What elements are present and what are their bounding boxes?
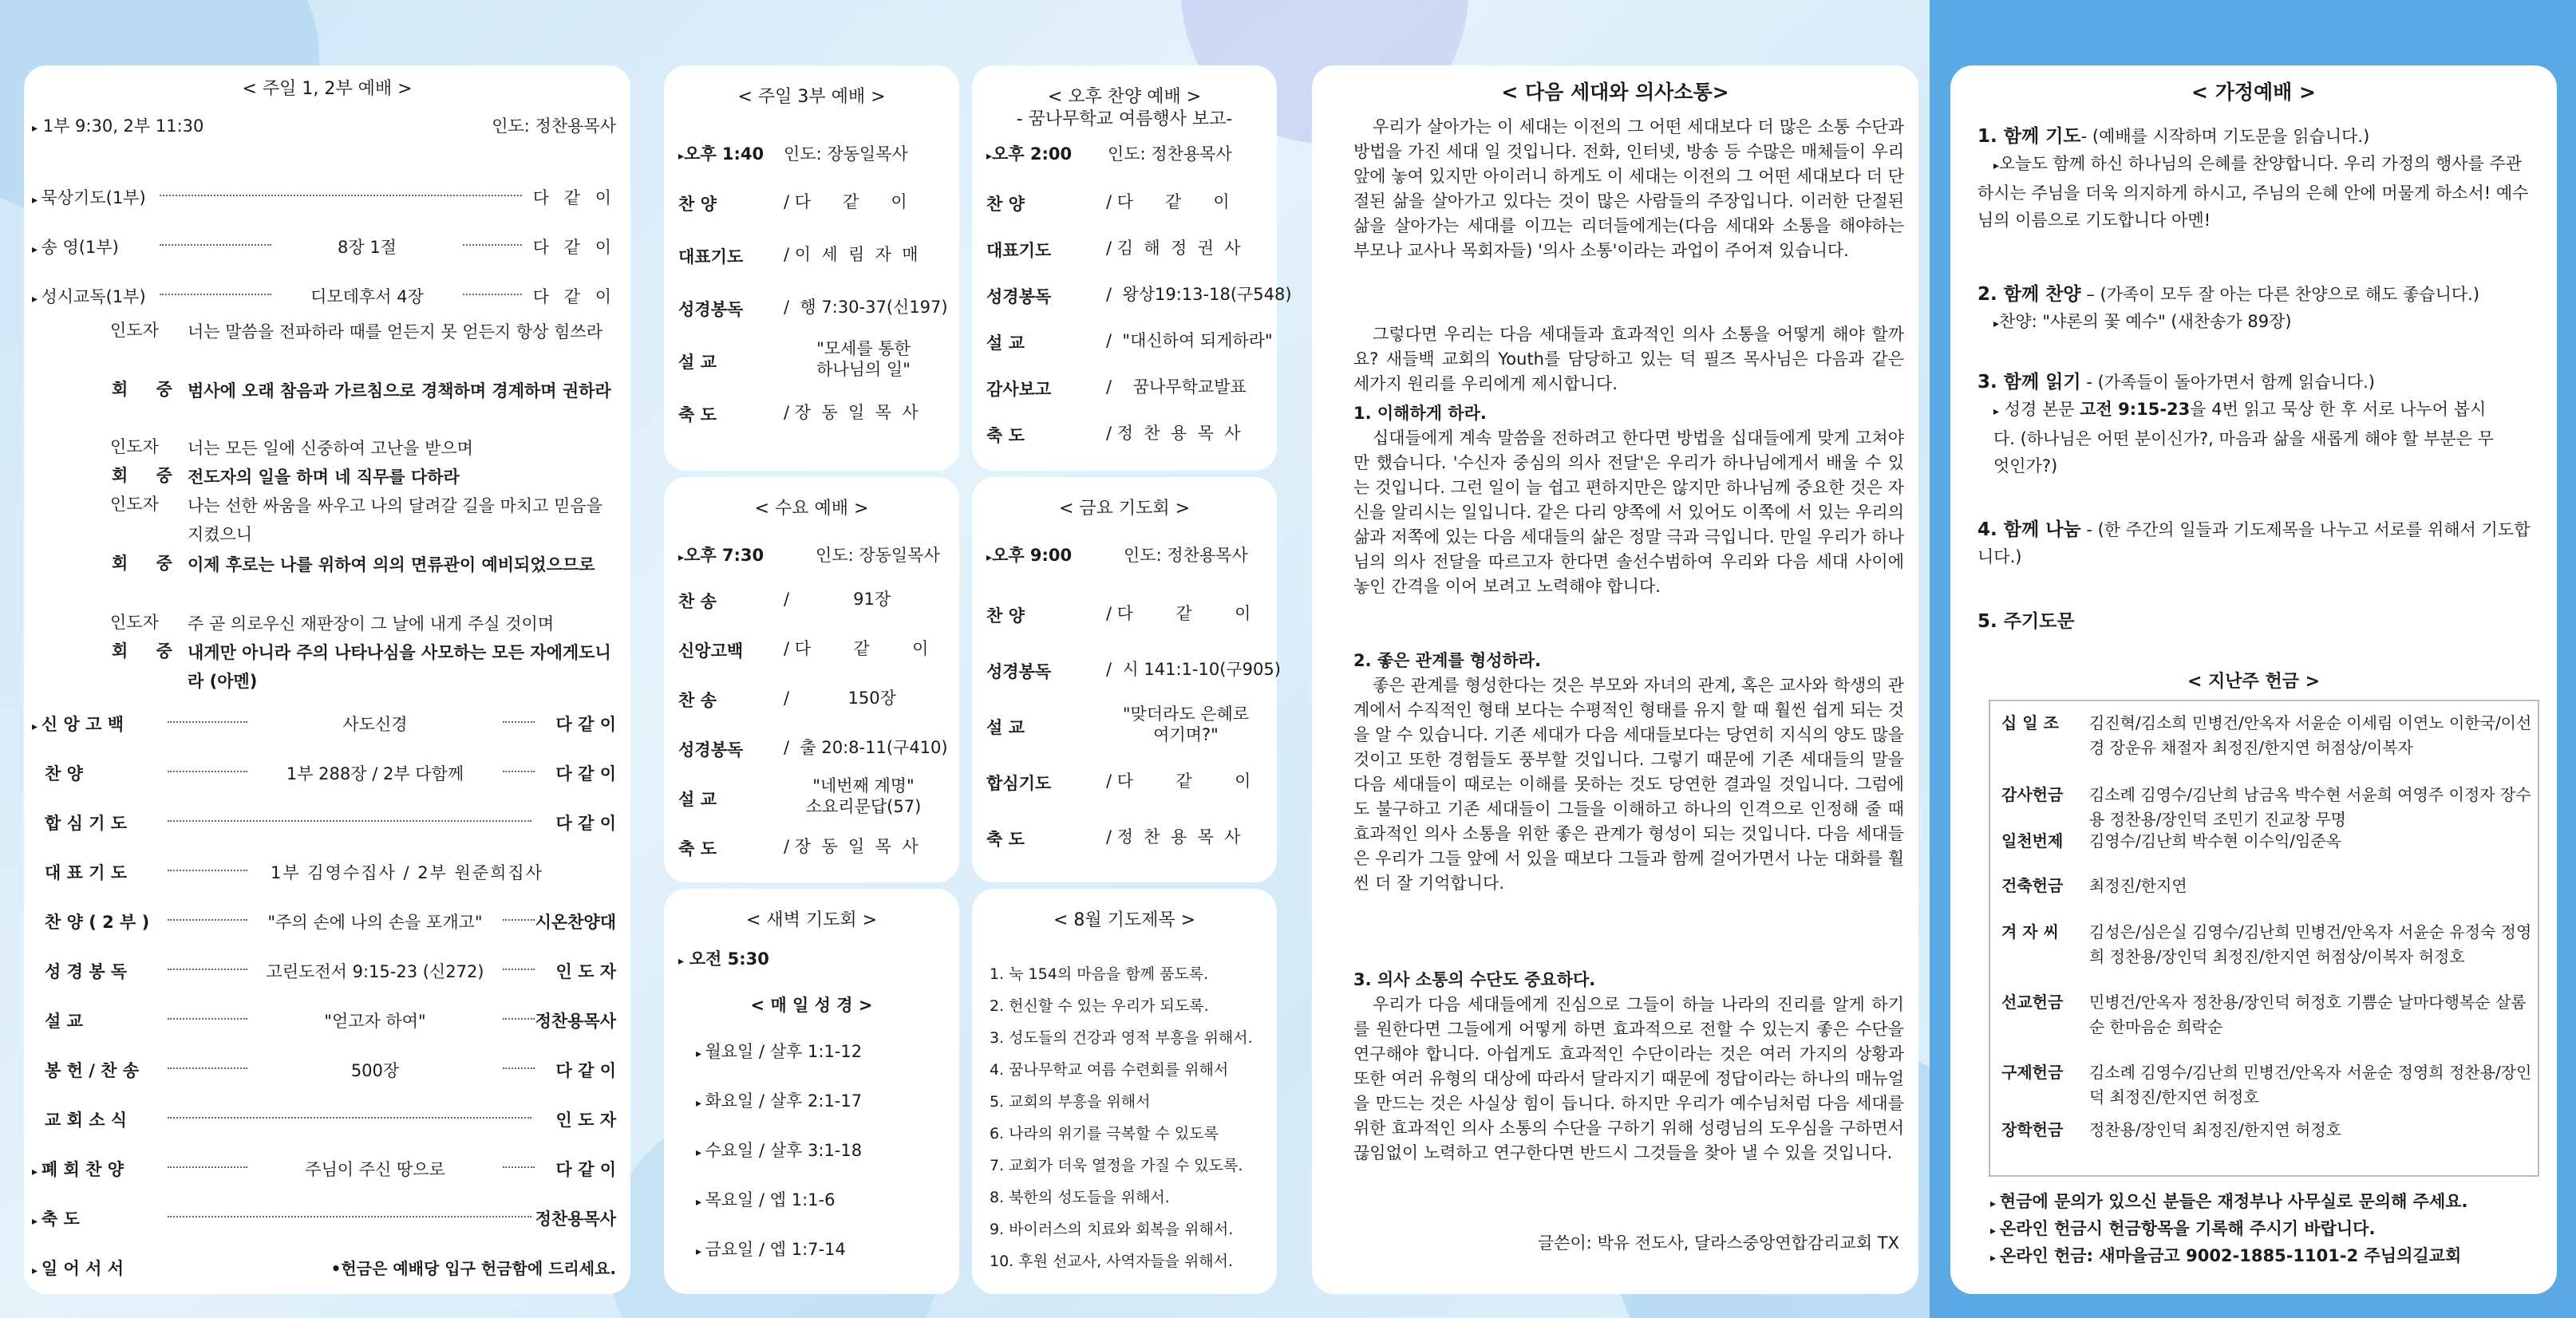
- column-paragraph: 그렇다면 우리는 다음 세대들과 효과적인 의사 소통을 어떻게 해야 할까요? 새들백 교회의 Youth를 담당하고 있는 덕 필즈 목사님은 다음과 같은 세가지 원리를 우리에게 제시합니다.: [1353, 325, 1904, 393]
- card-title: < 새벽 기도회 >: [745, 910, 878, 930]
- worship-item-label: ▸ 폐 회 찬 양: [32, 1160, 124, 1179]
- card-title: < 금요 기도회 >: [1058, 499, 1191, 519]
- prayer-topic: 7. 교회가 더욱 열정을 가질 수 있도록.: [990, 1157, 1243, 1174]
- service-item-value: / 왕상19:13-18(구548): [1106, 285, 1292, 304]
- leader-dots: [168, 820, 531, 822]
- worship-item-leader: 다 같 이: [555, 764, 616, 783]
- service-item-label: 축 도: [678, 405, 717, 424]
- leader-dots: [503, 919, 535, 921]
- worship-item-label: 교 회 소 식: [45, 1111, 128, 1130]
- reading-text: 내게만 아니라 주의 나타나심을 사모하는 모든 자에게도니라 (아멘): [188, 643, 611, 691]
- service-item-label: 설 교: [678, 353, 717, 372]
- worship-item-leader: 다 같 이: [532, 287, 616, 306]
- leader-dots: [503, 1166, 535, 1168]
- worship-item-label: 대 표 기 도: [45, 863, 128, 882]
- worship-item-content: 주님이 주신 땅으로: [305, 1160, 445, 1179]
- reading-role: 인도자: [110, 613, 159, 632]
- service-item-value: / 다 같 이: [784, 192, 907, 211]
- leader-dots: [503, 1067, 535, 1069]
- prayer-topics-card: [972, 889, 1277, 1294]
- service-item-label: 성경봉독: [986, 287, 1052, 306]
- column-heading: 2. 좋은 관계를 형성하라.: [1353, 651, 1542, 670]
- prayer-topic: 6. 나라의 위기를 극복할 수 있도록: [990, 1125, 1219, 1142]
- worship-item-label: 설 교: [45, 1012, 83, 1031]
- service-leader: 인도: 정찬용목사: [492, 116, 616, 136]
- service-item-value: / "대신하여 되게하라": [1106, 331, 1273, 350]
- worship-item-leader: 다 같 이: [555, 715, 616, 734]
- leader-dots: [168, 1067, 247, 1069]
- friday-prayer-card: [972, 477, 1281, 882]
- service-item-label: 찬 송: [678, 592, 717, 611]
- service-item-label: 찬 송: [678, 691, 717, 710]
- service-leader: 인도: 정찬용목사: [1108, 144, 1232, 164]
- card-title: < 8월 기도제목 >: [1053, 910, 1196, 930]
- service-time: ▸오후 7:30: [678, 546, 765, 565]
- column-paragraph: 좋은 관계를 형성한다는 것은 부모와 자녀의 관계, 혹은 교사와 학생의 관계에서 수직적인 형태 보다는 수평적인 형태를 유지 할 때 훨씬 쉽게 되는 것을 알 수 있습니다. 기존 세대가 다음 세대들보다는 당연히 지식의 양도 많을 것이고 또한 경험들도 풍부할 것입니다. 그렇기 때문에 기존 세대들의 말을 다음 세대들이 때로는 이해를 못하는 것도 당연한 결과일 것입니다. 그럼에도 불구하고 기존 세대들이 그들을 이해하고 하나의 인격으로 인정해 줄 때 효과적인 의사 소통을 위한 좋은 관계가 형성이 되는 것입니다. 다음 세대들은 우리가 그들 앞에 서 있을 때보다 그들과 함께 걸어가면서 나눈 대화를 훨씬 더 잘 기억합니다.: [1353, 676, 1904, 893]
- daily-bible-item: ▸ 수요일 / 살후 3:1-18: [696, 1141, 863, 1160]
- family-worship-step: 1. 함께 기도- (예배를 시작하며 기도문을 읽습니다.) ▸오늘도 함께 하신 하나님의 은혜를 찬양합니다. 우리 가정의 행사를 주관하시는 주님을 더욱 의지하게 하시고, 주님의 은혜 안에 머물게 하소서! 예수님의 이름으로 기도합니다 아멘!: [1977, 126, 2529, 230]
- worship-item-content: "얻고자 하여": [324, 1012, 426, 1031]
- offering-category: 건축헌금: [2001, 876, 2064, 895]
- reading-text: 주 곧 의로우신 재판장이 그 날에 내게 주실 것이며: [188, 614, 555, 633]
- leader-dots: [168, 1018, 247, 1020]
- leader-dots: [160, 195, 522, 196]
- offering-names: 김성은/심은실 김영수/김난희 민병건/안옥자 서윤순 유정숙 정영희 정찬용/장인덕 최정진/한지연 허점상/이복자 허정호: [2089, 922, 2532, 966]
- service-item-value: "모세를 통한 하나님의 일": [816, 339, 911, 379]
- worship-item-label: ▸ 성시교독(1부): [32, 287, 146, 306]
- worship-item-label: ▸ 신 앙 고 백: [32, 715, 124, 734]
- worship-item-leader: 다 같 이: [532, 188, 616, 207]
- offering-notice: ▸ 온라인 헌금: 새마을금고 9002-1885-1101-2 주님의길교회: [1990, 1246, 2462, 1265]
- offering-notice: ▸ 온라인 헌금시 헌금항목을 기록해 주시기 바랍니다.: [1990, 1219, 2376, 1238]
- card-subtitle: - 꿈나무학교 여름행사 보고-: [1016, 109, 1233, 129]
- worship-item-leader: 다 같 이: [555, 1061, 616, 1080]
- offering-category: 십 일 조: [2001, 713, 2059, 732]
- card-title: < 주일 1, 2부 예배 >: [242, 79, 413, 99]
- service-item-label: 축 도: [678, 839, 717, 858]
- service-item-label: 감사보고: [986, 380, 1052, 399]
- service-item-label: 축 도: [986, 426, 1025, 445]
- family-worship-step: 3. 함께 읽기 - (가족들이 돌아가면서 함께 읽습니다.) ▸ 성경 본문 고전 9:15-23을 4번 읽고 묵상 한 후 서로 나누어 봅시다. (하나님은 어떤 분이신가?, 마음과 삶을 새롭게 해야 할 부분은 무엇인가?): [1977, 372, 2494, 476]
- leader-dots: [168, 1216, 531, 1217]
- worship-item-leader: 정찬용목사: [535, 1209, 616, 1229]
- offering-notice: ▸ 현금에 문의가 있으신 분들은 재정부나 사무실로 문의해 주세요.: [1990, 1192, 2468, 1211]
- column-author: 글쓴이: 박유 전도사, 달라스중앙연합감리교회 TX: [1537, 1233, 1899, 1253]
- service-item-value: / 다 같 이: [784, 639, 929, 658]
- offering-title: < 지난주 헌금 >: [2187, 672, 2321, 692]
- service-item-label: 찬 양: [986, 606, 1025, 625]
- column-paragraph: 십대들에게 계속 말씀을 전하려고 한다면 방법을 십대들에게 맞게 고쳐야만 했습니다. '수신자 중심의 의사 전달'은 우리가 하나님에게서 배울 수 있는 것입니다. 그런 일이 늘 쉽고 편하지만은 않지만 하나님께 중요한 것은 자신을 알리시는 일입니다. 같은 다리 양쪽에 서 있어도 이쪽에 서 있는 우리의 삶과 저쪽에 있는 다음 세대들의 삶은 정말 극과 극입니다. 만일 우리가 하나님의 의사 전달을 따르고자 한다면 솔선수범하여 우리와 다음 세대 사이에 놓인 간격을 이어 보려고 노력해야 합니다.: [1353, 428, 1904, 596]
- worship-item-label: ▸ 송 영(1부): [32, 238, 119, 257]
- daily-bible-item: ▸ 월요일 / 살후 1:1-12: [696, 1042, 863, 1061]
- leader-dots: [168, 969, 247, 970]
- reading-role: 회 중: [112, 380, 184, 399]
- offering-category: 구제헌금: [2001, 1063, 2064, 1082]
- leader-dots: [168, 1117, 531, 1119]
- worship-item-leader: 시온찬양대: [535, 913, 616, 932]
- worship-item-leader: 인 도 자: [555, 962, 616, 981]
- worship-item-label: ▸ 일 어 서 서: [32, 1259, 124, 1278]
- offering-names: 김소례 김영수/김난희 민병건/안옥자 서윤순 정영희 정찬용/장인덕 최정진/한지연 허정호: [2089, 1063, 2532, 1107]
- service-item-value: / 장 동 일 목 사: [784, 837, 919, 856]
- service-item-label: 축 도: [986, 830, 1025, 849]
- worship-item-leader: •헌금은 예배당 입구 헌금함에 드리세요.: [330, 1259, 616, 1278]
- daily-bible-title: < 매 일 성 경 >: [750, 996, 873, 1015]
- worship-item-content: 디모데후서 4장: [310, 287, 424, 306]
- service-item-label: 성경봉독: [678, 300, 744, 319]
- service-item-label: 합심기도: [986, 774, 1052, 793]
- worship-item-content: 사도신경: [342, 715, 408, 734]
- column-title: < 다음 세대와 의사소통>: [1501, 81, 1729, 104]
- prayer-topic: 8. 북한의 성도들을 위해서.: [990, 1189, 1170, 1206]
- reading-role: 인도자: [110, 437, 159, 456]
- worship-item-leader: 다 같 이: [532, 238, 616, 257]
- service-item-value: / 다 같 이: [1106, 604, 1251, 623]
- offering-names: 최정진/한지연: [2089, 876, 2187, 895]
- worship-item-label: 찬 양: [45, 764, 83, 783]
- service-item-value: / 150장: [784, 689, 896, 708]
- service-time: ▸오후 1:40: [678, 144, 765, 164]
- service-item-value: / 91장: [784, 590, 891, 609]
- service-item-value: / 행 7:30-37(신197): [784, 298, 948, 317]
- service-item-value: "네번째 계명" 소요리문답(57): [805, 776, 922, 816]
- service-item-value: / 정 찬 용 목 사: [1106, 827, 1241, 846]
- family-worship-step: 5. 주기도문: [1977, 611, 2075, 632]
- leader-dots: [503, 969, 535, 970]
- offering-names: 김소례 김영수/김난희 남금옥 박수현 서윤희 여영주 이정자 장수용 정찬용/장인덕 조민기 진교창 무명: [2089, 785, 2531, 829]
- service-item-label: 대표기도: [986, 241, 1052, 260]
- leader-dots: [168, 1166, 247, 1168]
- reading-role: 인도자: [110, 321, 159, 340]
- worship-item-content: 고린도전서 9:15-23 (신272): [266, 962, 484, 981]
- worship-item-label: 찬 양 ( 2 부 ): [45, 913, 150, 932]
- family-worship-card: [1950, 65, 2557, 1294]
- prayer-topic: 3. 성도들의 건강과 영적 부흥을 위해서.: [990, 1029, 1253, 1047]
- offering-category: 감사헌금: [2001, 785, 2064, 804]
- service-item-value: "맞더라도 은혜로 여기며?": [1122, 704, 1250, 744]
- leader-dots: [503, 721, 535, 723]
- offering-category: 장학헌금: [2001, 1120, 2064, 1139]
- leader-dots: [503, 1018, 535, 1020]
- worship-item-label: ▸ 묵상기도(1부): [32, 188, 146, 207]
- leader-dots: [168, 771, 247, 772]
- reading-role: 회 중: [112, 554, 184, 573]
- service-item-label: 설 교: [986, 333, 1025, 353]
- service-item-label: 신앙고백: [678, 641, 744, 661]
- prayer-topic: 2. 헌신할 수 있는 우리가 되도록.: [990, 997, 1209, 1015]
- prayer-topic: 10. 후원 선교사, 사역자들을 위해서.: [990, 1253, 1234, 1270]
- card-title: < 주일 3부 예배 >: [737, 87, 886, 107]
- family-worship-step: 4. 함께 나눔 - (한 주간의 일들과 기도제목을 나누고 서로를 위해서 기도합니다.): [1977, 519, 2531, 566]
- worship-item-leader: 다 같 이: [555, 1160, 616, 1179]
- daily-bible-item: ▸ 화요일 / 살후 2:1-17: [696, 1091, 863, 1111]
- service-leader: 인도: 장동일목사: [784, 144, 908, 164]
- worship-item-content: 8장 1절: [338, 238, 397, 257]
- worship-item-label: 합 심 기 도: [45, 814, 128, 833]
- reading-text: 나는 선한 싸움을 싸우고 나의 달려갈 길을 마치고 믿음을 지켰으니: [188, 496, 603, 544]
- offering-category: 겨 자 씨: [2001, 922, 2059, 941]
- column-heading: 1. 이해하게 하라.: [1353, 404, 1487, 423]
- family-worship-step: 2. 함께 찬양 – (가족이 모두 잘 아는 다른 찬양으로 해도 좋습니다.) ▸찬양: "샤론의 꽃 예수" (새찬송가 89장): [1977, 284, 2480, 331]
- service-item-label: 성경봉독: [986, 662, 1052, 681]
- reading-role: 회 중: [112, 641, 184, 661]
- service-item-value: / 장 동 일 목 사: [784, 403, 919, 422]
- dawn-prayer-card: [664, 889, 959, 1294]
- service-leader: 인도: 장동일목사: [816, 546, 940, 565]
- reading-text: 너는 말씀을 전파하라 때를 얻든지 못 얻든지 항상 힘쓰라: [188, 322, 603, 341]
- worship-item-content: 1부 288장 / 2부 다함께: [286, 764, 464, 783]
- column-heading: 3. 의사 소통의 수단도 중요하다.: [1353, 970, 1596, 989]
- leader-dots: [160, 244, 271, 246]
- offering-names: 민병건/안옥자 정찬용/장인덕 허정호 기쁨순 날마다행복순 살롬순 한마음순 희락순: [2089, 992, 2527, 1036]
- sunday-third-service-card: [664, 65, 959, 471]
- service-item-value: / 꿈나무학교발표: [1106, 377, 1247, 397]
- service-item-value: / 이 세 림 자 매: [784, 245, 919, 264]
- service-leader: 인도: 정찬용목사: [1124, 546, 1248, 565]
- leader-dots: [168, 919, 247, 921]
- wednesday-service-card: [664, 477, 959, 882]
- leader-dots: [160, 294, 271, 295]
- reading-text: 이제 후로는 나를 위하여 의의 면류관이 예비되었으므로: [188, 555, 595, 574]
- worship-item-content: 1부 김영수집사 / 2부 원준희집사: [271, 863, 543, 882]
- worship-item-label: 성 경 봉 독: [45, 962, 128, 981]
- daily-bible-item: ▸ 목요일 / 엡 1:1-6: [696, 1190, 836, 1209]
- service-time: ▸오후 9:00: [986, 546, 1073, 565]
- leader-dots: [463, 244, 522, 246]
- prayer-topic: 1. 눅 154의 마음을 함께 품도록.: [990, 965, 1209, 983]
- worship-item-label: ▸ 축 도: [32, 1209, 80, 1229]
- service-item-label: 설 교: [678, 790, 717, 809]
- worship-item-content: 500장: [350, 1061, 400, 1080]
- service-item-value: / 출 20:8-11(구410): [784, 738, 948, 757]
- reading-text: 범사에 오래 참음과 가르침으로 경책하며 경계하며 권하라: [188, 381, 611, 401]
- reading-role: 인도자: [110, 495, 159, 514]
- service-item-label: 설 교: [986, 718, 1025, 737]
- reading-text: 너는 모든 일에 신중하여 고난을 받으며: [188, 439, 473, 458]
- service-time: ▸ 1부 9:30, 2부 11:30: [32, 116, 204, 136]
- card-title: < 수요 예배 >: [754, 499, 869, 519]
- service-item-label: 찬 양: [986, 195, 1025, 214]
- service-item-label: 대표기도: [678, 247, 744, 266]
- offering-table: [1989, 700, 2539, 1177]
- reading-role: 회 중: [112, 466, 184, 485]
- column-paragraph: 우리가 살아가는 이 세대는 이전의 그 어떤 세대보다 더 많은 소통 수단과 방법을 가진 세대 일 것입니다. 전화, 인터넷, 방송 등 수많은 매체들이 우리 앞에 놓여 있지만 아이러니 하게도 이 세대는 이전의 그 어떤 세대보다 더 단절된 삶을 살아가고 있다는 것이 많은 사람들의 주장입니다. 이러한 단절된 삶을 살아가는 세대를 이끄는 리더들에게는(다음 세대와 소통을 해야하는 부모나 교사나 목회자들) '의사 소통'이라는 과업이 주어져 있습니다.: [1353, 117, 1904, 260]
- card-title: < 오후 찬양 예배 >: [1047, 87, 1202, 107]
- column-paragraph: 우리가 다음 세대들에게 진심으로 그들이 하늘 나라의 진리를 알게 하기를 원한다면 그들에게 어떻게 하면 효과적으로 전할 수 있는지 좋은 수단을 연구해야 합니다. 아쉽게도 효과적인 수단이라는 것은 여러 가지의 상황과 또한 여러 유형의 대상에 따라서 달라지기 때문에 정답이라는 하나의 매뉴얼을 만드는 것은 사실상 힘이 듭니다. 하지만 우리가 예수님처럼 다음 세대를 위한 효과적인 의사 소통의 수단을 구하기 위해 성령님의 도우심을 구하면서 끊임없이 노력하고 연구한다면 반드시 그것들을 찾아 낼 수 있을 것입니다.: [1353, 995, 1904, 1162]
- afternoon-praise-card: [972, 65, 1292, 471]
- service-time: ▸ 오전 5:30: [678, 949, 769, 969]
- service-item-value: / 김 해 정 권 사: [1106, 239, 1241, 258]
- worship-item-leader: 정찬용목사: [535, 1012, 616, 1031]
- leader-dots: [503, 771, 535, 772]
- service-item-value: / 정 찬 용 목 사: [1106, 424, 1241, 443]
- worship-item-leader: 다 같 이: [555, 814, 616, 833]
- worship-item-leader: 인 도 자: [555, 1111, 616, 1130]
- service-item-label: 찬 양: [678, 195, 717, 214]
- prayer-topic: 5. 교회의 부흥을 위해서: [990, 1093, 1151, 1111]
- leader-dots: [168, 721, 247, 723]
- offering-category: 선교헌금: [2001, 992, 2064, 1012]
- service-time: ▸오후 2:00: [986, 144, 1073, 164]
- service-item-value: / 다 같 이: [1106, 192, 1230, 211]
- worship-item-content: "주의 손에 나의 손을 포개고": [267, 913, 483, 932]
- column-card: [1312, 65, 1918, 1294]
- offering-names: 정찬용/장인덕 최정진/한지연 허정호: [2089, 1120, 2341, 1139]
- daily-bible-item: ▸ 금요일 / 엡 1:7-14: [696, 1240, 846, 1259]
- card-title: < 가정예배 >: [2191, 81, 2316, 104]
- offering-category: 일천번제: [2001, 831, 2064, 850]
- service-item-value: / 시 141:1-10(구905): [1106, 660, 1281, 679]
- leader-dots: [463, 294, 522, 295]
- sunday-service-card: [24, 65, 630, 1294]
- service-item-value: / 다 같 이: [1106, 771, 1251, 791]
- offering-names: 김영수/김난희 박수현 이수익/임준옥: [2089, 831, 2341, 850]
- prayer-topic: 9. 바이러스의 치료와 회복을 위해서.: [990, 1221, 1234, 1238]
- prayer-topic: 4. 꿈나무학교 여름 수련회를 위해서: [990, 1061, 1229, 1079]
- service-item-label: 성경봉독: [678, 740, 744, 760]
- offering-names: 김진혁/김소희 민병건/안옥자 서윤순 이세림 이연노 이한국/이선경 장운유 채절자 최정진/한지연 허점상/이복자: [2089, 713, 2532, 757]
- worship-item-label: 봉 헌 / 찬 송: [45, 1061, 140, 1080]
- reading-text: 전도자의 일을 하며 네 직무를 다하라: [188, 468, 460, 487]
